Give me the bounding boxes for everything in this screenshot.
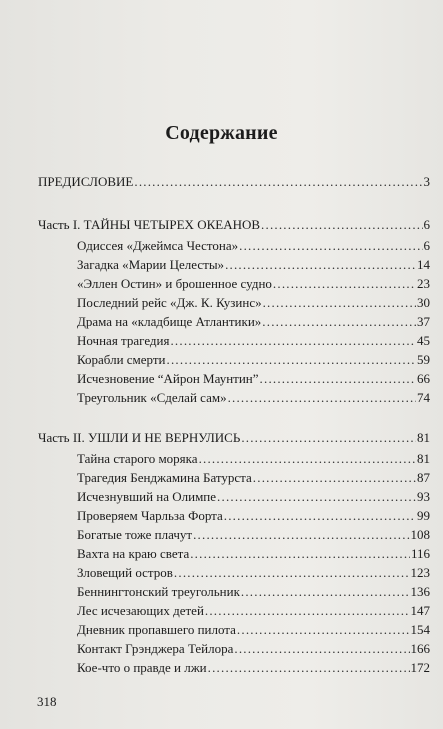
toc-chapter-label: Тайна старого моряка — [77, 451, 198, 466]
dot-leader — [170, 331, 416, 350]
dot-leader — [262, 312, 416, 331]
toc-part-page: 6 — [423, 217, 430, 232]
dot-leader — [205, 601, 410, 620]
toc-entry-preface — [38, 172, 430, 191]
toc-chapter — [38, 312, 430, 331]
dot-leader — [263, 293, 416, 312]
dot-leader — [134, 172, 422, 191]
toc-chapter-page: 14 — [417, 257, 430, 272]
dot-leader — [237, 620, 410, 639]
toc-chapter — [38, 331, 430, 350]
toc-chapter-label: Контакт Грэнджера Тейлора — [77, 641, 234, 656]
toc-chapter-page: 6 — [423, 238, 430, 253]
toc-chapter-page: 147 — [410, 603, 430, 618]
toc-chapter-page: 59 — [417, 352, 430, 367]
dot-leader — [228, 388, 416, 407]
toc-part-2 — [38, 428, 430, 447]
dot-leader — [199, 449, 416, 468]
toc-chapter-page: 23 — [417, 276, 430, 291]
toc-chapter-page: 116 — [410, 546, 430, 561]
dot-leader — [208, 658, 410, 677]
toc-chapter-label: Последний рейс «Дж. К. Кузинс» — [77, 295, 262, 310]
toc-chapter-label: Богатые тоже плачут — [77, 527, 193, 542]
toc-chapter — [38, 449, 430, 468]
dot-leader — [253, 468, 416, 487]
toc-chapter-label: «Эллен Остин» и брошенное судно — [77, 276, 272, 291]
toc-chapter-label: Корабли смерти — [77, 352, 166, 367]
toc-chapter-page: 37 — [417, 314, 430, 329]
dot-leader — [261, 215, 422, 234]
dot-leader — [224, 506, 416, 525]
dot-leader — [174, 563, 410, 582]
toc-chapter-page: 172 — [410, 660, 430, 675]
toc-chapter-label: Лес исчезающих детей — [77, 603, 204, 618]
dot-leader — [234, 639, 409, 658]
toc-chapter — [38, 350, 430, 369]
dot-leader — [225, 255, 416, 274]
toc-chapter-label: Вахта на краю света — [77, 546, 190, 561]
toc-chapter-page: 81 — [417, 451, 430, 466]
toc-chapter — [38, 388, 430, 407]
toc-chapter — [38, 582, 430, 601]
page-number: 318 — [37, 694, 57, 709]
toc-entry-label: ПРЕДИСЛОВИЕ — [38, 174, 134, 189]
toc-title: Содержание — [165, 122, 278, 144]
toc-chapter — [38, 544, 430, 563]
toc-chapter-label: Одиссея «Джеймса Честона» — [77, 238, 239, 253]
toc-chapter-page: 123 — [410, 565, 430, 580]
toc-chapter-page: 166 — [410, 641, 430, 656]
toc-part-label: Часть II. УШЛИ И НЕ ВЕРНУЛИСЬ — [38, 430, 241, 445]
toc-chapter-page: 93 — [417, 489, 430, 504]
toc-chapter-page: 136 — [410, 584, 430, 599]
toc-chapter-page: 30 — [417, 295, 430, 310]
toc-chapter-label: Трагедия Бенджамина Батурста — [77, 470, 252, 485]
dot-leader — [167, 350, 416, 369]
toc-chapter — [38, 468, 430, 487]
dot-leader — [241, 428, 416, 447]
toc-chapter-page: 66 — [417, 371, 430, 386]
table-of-contents — [38, 172, 430, 677]
toc-chapter-label: Загадка «Марии Целесты» — [77, 257, 225, 272]
toc-chapter — [38, 236, 430, 255]
toc-chapter — [38, 506, 430, 525]
toc-chapter-label: Исчезновение “Айрон Маунтин” — [77, 371, 259, 386]
toc-entry-page: 3 — [423, 174, 430, 189]
toc-part-label: Часть I. ТАЙНЫ ЧЕТЫРЕХ ОКЕАНОВ — [38, 217, 261, 232]
toc-chapter — [38, 255, 430, 274]
toc-chapter — [38, 293, 430, 312]
dot-leader — [260, 369, 416, 388]
toc-chapter — [38, 639, 430, 658]
toc-chapter — [38, 563, 430, 582]
toc-chapter — [38, 487, 430, 506]
dot-leader — [241, 582, 410, 601]
toc-chapter-page: 74 — [417, 390, 430, 405]
toc-chapter-page: 87 — [417, 470, 430, 485]
toc-chapter — [38, 658, 430, 677]
toc-chapter-label: Треугольник «Сделай сам» — [77, 390, 227, 405]
toc-chapter-page: 99 — [417, 508, 430, 523]
toc-chapter-label: Драма на «кладбище Атлантики» — [77, 314, 262, 329]
toc-chapter-page: 108 — [410, 527, 430, 542]
toc-chapter — [38, 601, 430, 620]
toc-chapter — [38, 369, 430, 388]
dot-leader — [193, 525, 409, 544]
toc-chapter — [38, 620, 430, 639]
dot-leader — [190, 544, 410, 563]
toc-chapter — [38, 274, 430, 293]
toc-chapter-label: Ночная трагедия — [77, 333, 170, 348]
toc-chapter-label: Зловещий остров — [77, 565, 173, 580]
toc-chapter-label: Кое-что о правде и лжи — [77, 660, 207, 675]
toc-part-page: 81 — [417, 430, 430, 445]
toc-chapter-label: Дневник пропавшего пилота — [77, 622, 236, 637]
toc-chapter-label: Проверяем Чарльза Форта — [77, 508, 223, 523]
toc-chapter-label: Исчезнувший на Олимпе — [77, 489, 217, 504]
toc-chapter-label: Беннингтонский треугольник — [77, 584, 240, 599]
toc-chapter-page: 154 — [410, 622, 430, 637]
toc-part-1 — [38, 215, 430, 234]
dot-leader — [217, 487, 416, 506]
dot-leader — [239, 236, 422, 255]
dot-leader — [273, 274, 416, 293]
toc-chapter-page: 45 — [417, 333, 430, 348]
toc-chapter — [38, 525, 430, 544]
